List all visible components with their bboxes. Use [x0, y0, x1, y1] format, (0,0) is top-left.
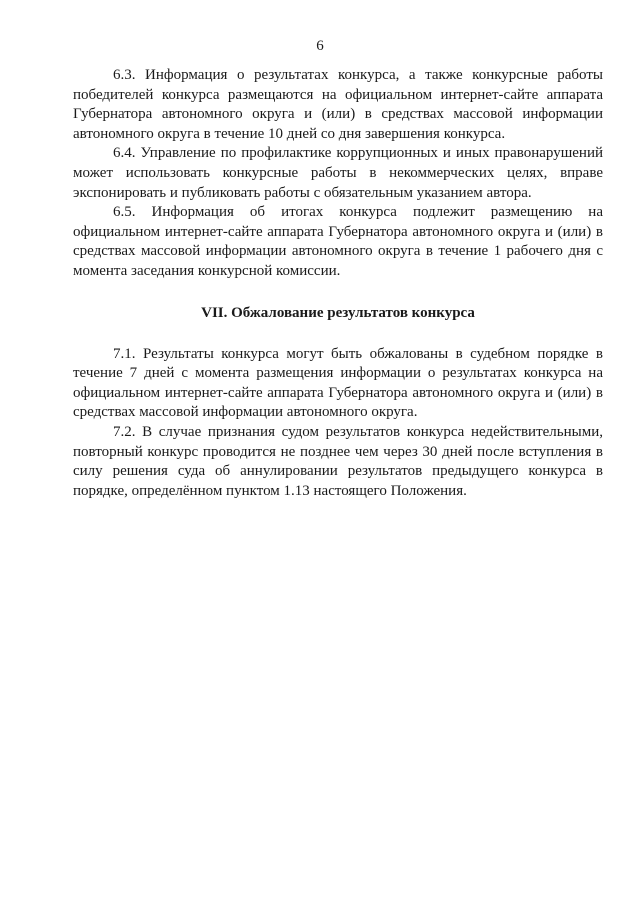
paragraph-6-5: 6.5. Информация об итогах конкурса подлежит размещению на официальном интернет-сайте аппарата Губернатора автономного округа и (или) в средствах массовой информации автономного округа в течение 1 рабочего дня с момента заседания конкурсной комиссии. [73, 204, 603, 279]
paragraph-6-3: 6.3. Информация о результатах конкурса, а также конкурсные работы победителей конкурса размещаются на официальном интернет-сайте аппарата Губернатора автономного округа и (или) в средствах массовой информации автономного округа в течение 10 дней со дня завершения конкурса. [73, 67, 603, 142]
paragraph-7-2: 7.2. В случае признания судом результатов конкурса недействительными, повторный конкурс проводится не позднее чем через 30 дней после вступления в силу решения суда об аннулировании результатов предыдущего конкурса в порядке, определённом пунктом 1.13 настоящего Положения. [73, 423, 603, 499]
section-7-heading: VII. Обжалование результатов конкурса [201, 304, 475, 321]
paragraph-6-4: 6.4. Управление по профилактике коррупционных и иных правонарушений может использовать конкурсные работы в некоммерческих целях, вправе экспонировать и публиковать работы с обязательным указанием автора. [73, 145, 603, 201]
page-number: 6 [316, 38, 324, 54]
paragraph-7-1: 7.1. Результаты конкурса могут быть обжалованы в судебном порядке в течение 7 дней с момента размещения информации о результатах конкурса на официальном интернет-сайте аппарата Губернатора автономного округа и (или) в средствах массовой информации автономного округа. [73, 345, 603, 421]
document-body [73, 66, 603, 501]
